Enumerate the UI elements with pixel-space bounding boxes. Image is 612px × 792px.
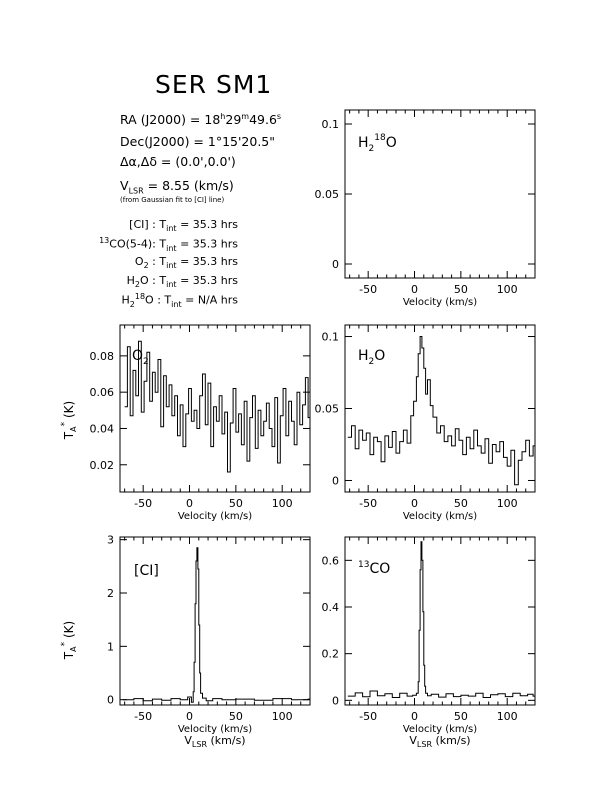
vlsr-label: V bbox=[120, 178, 129, 193]
y-tick-label: 0.4 bbox=[321, 601, 339, 614]
vlsr-value: = 8.55 (km/s) bbox=[147, 178, 234, 193]
label-sub: 2 bbox=[368, 144, 375, 154]
vlsr-sub: LSR bbox=[128, 186, 144, 196]
offset-value: (0.0',0.0') bbox=[175, 154, 236, 169]
ylabel-units: (K) bbox=[62, 620, 76, 642]
x-tick-label: 0 bbox=[411, 710, 419, 723]
panel-label bbox=[358, 348, 385, 367]
obs-name-tail: : bbox=[148, 255, 156, 268]
label-main: CO bbox=[369, 561, 391, 577]
obs-tint: 35.3 hrs bbox=[192, 274, 238, 287]
dec-value: 1°15'20.5" bbox=[207, 134, 276, 149]
spectrum-panel-ci bbox=[107, 534, 310, 749]
x-tick-label: 0 bbox=[186, 497, 194, 510]
panel-label bbox=[132, 348, 149, 367]
label-tail: O bbox=[374, 348, 386, 364]
label-main: O bbox=[132, 348, 144, 364]
obs-tint: 35.3 hrs bbox=[192, 237, 238, 251]
obs-name-sup: 18 bbox=[134, 292, 146, 301]
y-tick-label: 2 bbox=[107, 587, 114, 600]
tint-sub: int bbox=[171, 299, 182, 309]
x-tick-label: 0 bbox=[186, 710, 194, 723]
tint-sub: int bbox=[166, 224, 177, 234]
ylabel-sub: A bbox=[69, 426, 78, 432]
x-axis-label: Velocity (km/s) bbox=[402, 724, 478, 735]
vlsr-main: V bbox=[409, 734, 417, 747]
ylabel-main: T bbox=[62, 431, 76, 440]
tint-label: T bbox=[159, 274, 167, 287]
y-tick-label: 0 bbox=[332, 474, 339, 488]
x-axis-label: Velocity (km/s) bbox=[402, 297, 478, 308]
ra-minutes: 29 bbox=[225, 112, 242, 128]
y-tick-label: 0.05 bbox=[314, 188, 339, 201]
y-tick-label: 1 bbox=[107, 640, 114, 654]
x-tick-label: 50 bbox=[228, 497, 243, 510]
label-text: [CI] bbox=[134, 563, 159, 579]
vlsr-sub: LSR bbox=[416, 740, 433, 749]
obs-tint: 35.3 hrs bbox=[192, 255, 238, 268]
label-tail: O bbox=[385, 135, 397, 151]
obs-name-sub: 2 bbox=[143, 261, 149, 271]
tint-label: T bbox=[159, 237, 167, 251]
vlsr-units: (km/s) bbox=[207, 734, 246, 747]
y-axis-label bbox=[60, 621, 78, 660]
ylabel-sup: * bbox=[60, 641, 70, 647]
label-main: H bbox=[358, 135, 369, 151]
obs-name: [CI] : bbox=[129, 218, 156, 231]
y-tick-label: 0 bbox=[332, 258, 339, 271]
obs-name-tail: O : bbox=[145, 293, 161, 307]
y-tick-label: 0.02 bbox=[89, 458, 114, 472]
y-tick-label: 0.6 bbox=[321, 554, 339, 568]
obs-name: O bbox=[134, 255, 144, 268]
tint-sub: int bbox=[166, 280, 177, 290]
x-tick-label: -50 bbox=[359, 710, 378, 723]
x-tick-label: -50 bbox=[359, 497, 378, 510]
obs-name-sub: 2 bbox=[129, 299, 135, 309]
x-tick-label: -50 bbox=[359, 283, 378, 296]
tint-eq: = bbox=[180, 237, 190, 251]
tint-label: T bbox=[159, 218, 167, 231]
obs-name-sub: 2 bbox=[134, 280, 141, 290]
x-tick-label: 0 bbox=[411, 283, 419, 296]
y-tick-label: 0.08 bbox=[89, 349, 114, 363]
label-sub: 2 bbox=[368, 357, 375, 367]
x-tick-label: 50 bbox=[453, 710, 468, 723]
obs-name: CO(5-4): bbox=[109, 237, 156, 251]
vlsr-axis-label bbox=[409, 734, 470, 749]
ylabel-main: T bbox=[62, 651, 76, 660]
ylabel-sub: A bbox=[69, 646, 78, 652]
x-axis-label: Velocity (km/s) bbox=[402, 511, 478, 522]
ra-hours: 18 bbox=[204, 112, 221, 128]
plot-frame bbox=[120, 325, 310, 492]
x-tick-label: 0 bbox=[411, 497, 419, 510]
y-tick-label: 0.1 bbox=[321, 118, 339, 131]
vlsr-main: V bbox=[184, 734, 192, 747]
ylabel-sup: * bbox=[60, 421, 70, 427]
tint-eq: = bbox=[180, 218, 190, 231]
vlsr-note: (from Gaussian fit to [CI] line) bbox=[120, 196, 225, 204]
y-tick-label: 0.1 bbox=[321, 330, 339, 344]
offset-label: Δα,Δδ = bbox=[120, 154, 172, 169]
obs-tint: 35.3 hrs bbox=[192, 218, 238, 231]
y-tick-label: 3 bbox=[107, 533, 114, 547]
spectrum-panel-h2_18o bbox=[315, 110, 536, 308]
x-tick-label: -50 bbox=[134, 497, 153, 510]
spectrum-panel-13co bbox=[322, 537, 536, 749]
obs-name-tail: O : bbox=[140, 274, 156, 287]
x-tick-label: 50 bbox=[453, 283, 468, 296]
y-tick-label: 0 bbox=[332, 694, 339, 708]
vlsr-axis-label bbox=[184, 734, 245, 749]
tint-sub: int bbox=[166, 243, 177, 253]
label-main: H bbox=[358, 348, 369, 364]
obs-name: H bbox=[126, 274, 135, 287]
panel-label bbox=[358, 560, 390, 577]
tint-eq: = bbox=[180, 274, 190, 287]
ra-label: RA (J2000) = bbox=[120, 112, 201, 128]
y-tick-label: 0.04 bbox=[89, 422, 114, 436]
x-tick-label: 50 bbox=[453, 497, 468, 510]
obs-name-sup: 13 bbox=[99, 236, 110, 245]
x-tick-label: 100 bbox=[496, 710, 518, 723]
y-tick-label: 0 bbox=[107, 693, 114, 707]
obs-name: H bbox=[121, 293, 130, 307]
x-tick-label: 100 bbox=[496, 497, 518, 510]
y-tick-label: 0.06 bbox=[89, 386, 114, 400]
ra-line: RA (J2000) = 18$^h$29$^m$49.6$^s$ bbox=[120, 112, 282, 128]
tint-eq: = bbox=[180, 255, 190, 268]
vlsr-sub: LSR bbox=[191, 740, 208, 749]
tint-label: T bbox=[164, 293, 172, 307]
spectrum-panel-h2o bbox=[315, 325, 536, 522]
x-tick-label: 50 bbox=[228, 710, 243, 723]
label-sup: 18 bbox=[374, 133, 386, 143]
ra-seconds: 49.6 bbox=[249, 112, 277, 128]
panel-label bbox=[134, 563, 159, 579]
panel-label bbox=[358, 133, 397, 154]
tint-eq: = bbox=[185, 293, 195, 307]
tint-sub: int bbox=[166, 261, 177, 271]
page-title: SER SM1 bbox=[155, 70, 273, 99]
obs-tint: N/A hrs bbox=[197, 293, 238, 307]
x-tick-label: 100 bbox=[271, 497, 293, 510]
spectrum-line bbox=[125, 341, 310, 472]
y-tick-label: 0.2 bbox=[321, 647, 339, 661]
y-tick-label: 0.05 bbox=[314, 402, 339, 416]
vlsr-units: (km/s) bbox=[432, 734, 471, 747]
x-axis-label: Velocity (km/s) bbox=[177, 724, 253, 735]
y-axis-label bbox=[60, 401, 78, 440]
ylabel-units: (K) bbox=[62, 400, 76, 422]
tint-label: T bbox=[159, 255, 167, 268]
x-tick-label: -50 bbox=[134, 710, 153, 723]
dec-label: Dec(J2000) = bbox=[120, 134, 204, 149]
x-axis-label: Velocity (km/s) bbox=[177, 511, 253, 522]
spectrum-panel-o2 bbox=[90, 325, 311, 522]
label-sub: 2 bbox=[143, 357, 149, 367]
label-sup: 13 bbox=[358, 560, 370, 570]
x-tick-label: 100 bbox=[496, 283, 518, 296]
x-tick-label: 100 bbox=[271, 710, 293, 723]
